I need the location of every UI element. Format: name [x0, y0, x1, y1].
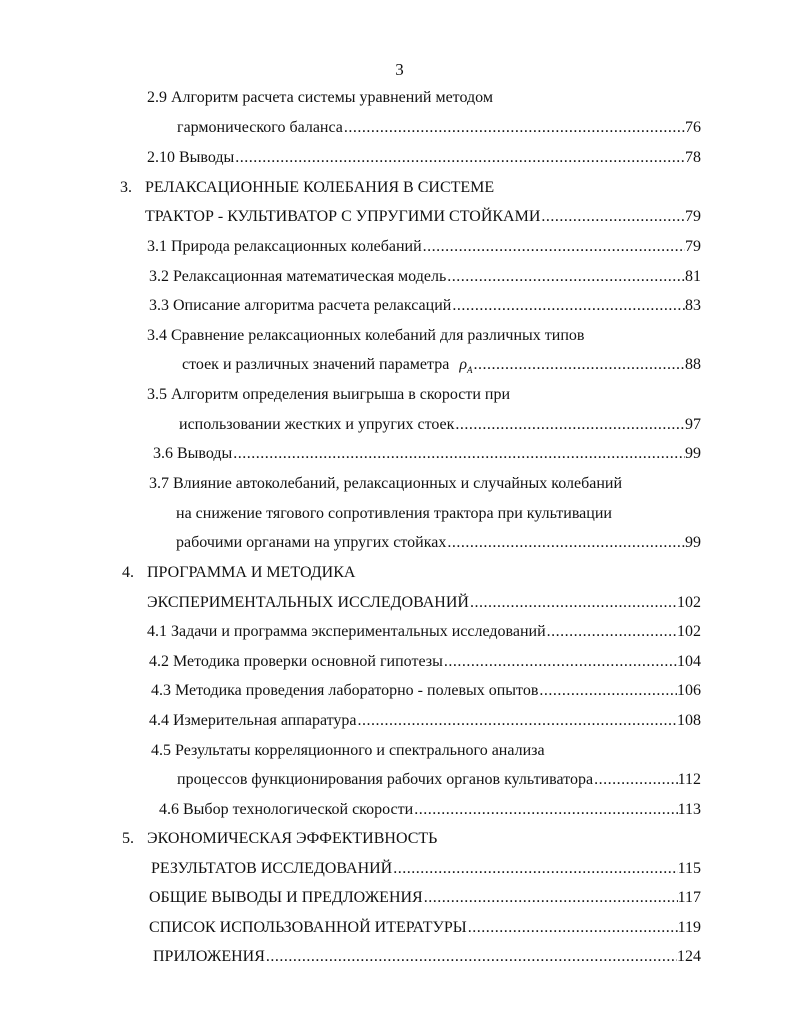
toc-entry-text: 4.6 Выбор технологической скорости — [159, 801, 414, 818]
toc-page-number: 117 — [677, 889, 701, 906]
toc-entry-chapter-3[interactable] — [145, 207, 701, 227]
toc-entry-text: 3.1 Природа релаксационных колебаний — [147, 238, 422, 255]
toc-entry-2-9-line1: 2.9 Алгоритм расчета системы уравнений методом — [147, 89, 493, 106]
toc-entry-3-2[interactable] — [149, 267, 701, 287]
toc-page-number: 112 — [677, 771, 701, 788]
toc-entry-3-3[interactable] — [149, 296, 701, 316]
toc-entry-text: РЕЗУЛЬТАТОВ ИССЛЕДОВАНИЙ — [151, 860, 393, 877]
toc-entry-conclusions[interactable] — [149, 888, 701, 908]
leader-dots — [422, 237, 685, 257]
leader-dots — [540, 207, 685, 227]
chapter-4-title-line1: ПРОГРАММА И МЕТОДИКА — [147, 564, 356, 581]
toc-page-number: 79 — [685, 208, 701, 225]
toc-page-number: 104 — [677, 653, 701, 670]
toc-page-number: 81 — [685, 268, 701, 285]
leader-dots — [413, 800, 677, 820]
toc-entry-3-6[interactable] — [153, 444, 701, 464]
toc-entry-text: СПИСОК ИСПОЛЬЗОВАННОЙ ИТЕРАТУРЫ — [149, 919, 467, 936]
toc-page-number: 119 — [677, 919, 701, 936]
toc-page-number: 124 — [677, 948, 701, 965]
toc-page-number: 78 — [685, 149, 701, 166]
toc-entry-text: ТРАКТОР - КУЛЬТИВАТОР С УПРУГИМИ СТОЙКАМИ — [145, 208, 541, 225]
toc-entry-4-4[interactable] — [149, 711, 701, 731]
toc-entry-text: использовании жестких и упругих стоек — [179, 416, 455, 433]
leader-dots — [357, 711, 677, 731]
toc-entry-3-4[interactable] — [182, 355, 701, 375]
chapter-5-title-line1: ЭКОНОМИЧЕСКАЯ ЭФФЕКТИВНОСТЬ — [147, 830, 438, 847]
chapter-4-number: 4. — [122, 564, 134, 581]
toc-page-number: 108 — [677, 712, 701, 729]
toc-entry-text: 3.2 Релаксационная математическая модель — [149, 268, 447, 285]
leader-dots — [234, 148, 685, 168]
toc-page-number: 106 — [677, 682, 701, 699]
chapter-3-title-line1: РЕЛАКСАЦИОННЫЕ КОЛЕБАНИЯ В СИСТЕМЕ — [145, 179, 495, 196]
toc-entry-3-4-line1: 3.4 Сравнение релаксационных колебаний для различных типов — [147, 327, 585, 344]
toc-entry-4-5[interactable] — [177, 770, 701, 790]
leader-dots — [443, 652, 677, 672]
toc-page-number: 113 — [677, 801, 701, 818]
leader-dots — [454, 415, 685, 435]
toc-entry-text: 3.6 Выводы — [153, 445, 233, 462]
toc-entry-chapter-5[interactable] — [151, 859, 701, 879]
rho-symbol — [459, 356, 473, 376]
toc-entry-text: 4.4 Измерительная аппаратура — [149, 712, 357, 729]
leader-dots — [232, 444, 685, 464]
toc-entry-text: 2.10 Выводы — [147, 149, 235, 166]
page-number: 3 — [395, 60, 404, 79]
toc-entry-appendix[interactable] — [153, 947, 701, 967]
toc-page-number: 97 — [685, 416, 701, 433]
toc-entry-3-5[interactable] — [179, 415, 701, 435]
toc-entry-text: процессов функционирования рабочих органов культиватора — [177, 771, 594, 788]
leader-dots — [469, 593, 677, 613]
toc-entry-text: ПРИЛОЖЕНИЯ — [153, 948, 265, 965]
leader-dots — [392, 859, 677, 879]
toc-entry-3-7[interactable] — [176, 533, 701, 553]
toc-page-number: 83 — [685, 297, 701, 314]
toc-entry-4-6[interactable] — [159, 800, 701, 820]
toc-entry-text: ОБЩИЕ ВЫВОДЫ И ПРЕДЛОЖЕНИЯ — [149, 889, 423, 906]
toc-entry-text: 4.2 Методика проверки основной гипотезы — [149, 653, 443, 670]
toc-entry-text-main: стоек и различных значений параметра — [182, 356, 450, 373]
leader-dots — [546, 622, 677, 642]
toc-entry-4-2[interactable] — [149, 652, 701, 672]
rho-subscript: A — [467, 365, 473, 376]
leader-dots — [593, 770, 678, 790]
toc-entry-references[interactable] — [149, 918, 701, 938]
toc-entry-4-5-line1: 4.5 Результаты корреляционного и спектрального анализа — [151, 742, 545, 759]
toc-entry-3-7-line2: на снижение тягового сопротивления трактора при культивации — [176, 505, 612, 522]
leader-dots — [473, 355, 686, 375]
leader-dots — [446, 267, 685, 287]
toc-entry-text — [182, 355, 473, 380]
toc-page-number: 115 — [677, 860, 701, 877]
toc-entry-text: гармонического баланса — [177, 119, 343, 136]
leader-dots — [451, 296, 685, 316]
toc-entry-text: рабочими органами на упругих стойках — [176, 534, 447, 551]
toc-page-number: 102 — [677, 594, 701, 611]
toc-entry-2-10[interactable] — [147, 148, 701, 168]
toc-entry-4-3[interactable] — [151, 681, 701, 701]
toc-entry-chapter-4[interactable] — [147, 593, 701, 613]
toc-entry-3-5-line1: 3.5 Алгоритм определения выигрыша в скорости при — [147, 386, 511, 403]
toc-entry-text: 4.3 Методика проведения лабораторно - полевых опытов — [151, 682, 539, 699]
toc-page-number: 88 — [685, 356, 701, 373]
toc-entry-4-1[interactable] — [147, 622, 701, 642]
toc-page-number: 99 — [685, 445, 701, 462]
leader-dots — [446, 533, 685, 553]
leader-dots — [423, 888, 678, 908]
toc-page-number: 79 — [685, 238, 701, 255]
toc-page-number: 76 — [685, 119, 701, 136]
chapter-3-number: 3. — [120, 179, 132, 196]
chapter-5-number: 5. — [122, 830, 134, 847]
rho-letter: ρ — [459, 356, 467, 373]
leader-dots — [538, 681, 677, 701]
toc-entry-3-1[interactable] — [147, 237, 701, 257]
toc-entry-3-7-line1: 3.7 Влияние автоколебаний, релаксационных и случайных колебаний — [149, 475, 623, 492]
leader-dots — [467, 918, 678, 938]
toc-page-number: 99 — [685, 534, 701, 551]
leader-dots — [343, 118, 685, 138]
toc-entry-2-9[interactable] — [177, 118, 701, 138]
toc-entry-text: 3.3 Описание алгоритма расчета релаксаций — [149, 297, 452, 314]
toc-entry-text: 4.1 Задачи и программа экспериментальных исследований — [147, 623, 546, 640]
toc-entry-text: ЭКСПЕРИМЕНТАЛЬНЫХ ИССЛЕДОВАНИЙ — [147, 594, 469, 611]
toc-page-number: 102 — [677, 623, 701, 640]
leader-dots — [265, 947, 677, 967]
